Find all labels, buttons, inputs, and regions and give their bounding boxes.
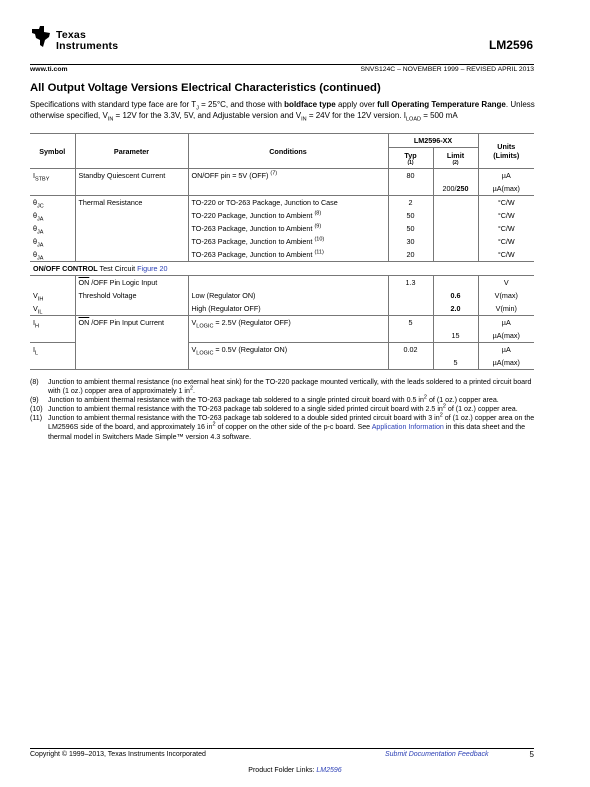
cell-units: µA bbox=[478, 169, 534, 183]
cell-parameter: Standby Quiescent Current bbox=[75, 169, 188, 183]
product-folder-links: Product Folder Links: LM2596 bbox=[248, 767, 342, 774]
section-title: All Output Voltage Versions Electrical Characteristics (continued) bbox=[30, 82, 381, 94]
ti-state-icon bbox=[30, 25, 52, 49]
intro-paragraph: Specifications with standard type face are for $T_J = 25^\circ C$, and those with boldface type apply over full Operating Temperature Range. Unless otherwise specified, $V_{IN} = 12V$ for the 3.3V, 5V, and Adjustable version and $V_{IN} = 24V$ for the 12V version. $I_{LOAD} = 500$ mA bbox=[30, 100, 535, 123]
table-row bbox=[30, 182, 534, 196]
header-rule bbox=[30, 64, 534, 65]
col-conditions: Conditions bbox=[188, 134, 388, 169]
cell-limit bbox=[433, 169, 478, 183]
electrical-characteristics-table bbox=[30, 133, 534, 370]
footnotes bbox=[30, 378, 535, 442]
application-information-link[interactable]: Application Information bbox=[371, 423, 444, 432]
onoff-control-heading: ON/OFF CONTROL Test Circuit Figure 20 bbox=[30, 262, 534, 276]
footnote-8: (8) Junction to ambient thermal resistance (no external heat sink) for the TO-220 package mounted vertically, with the leads soldered to a printed circuit board with (1 oz.) copper area of approximately 1 $in^2$. bbox=[30, 378, 532, 396]
table-row: 5 µA(max) bbox=[30, 356, 534, 370]
col-units: Units (Limits) bbox=[478, 134, 534, 169]
footer-rule bbox=[30, 748, 534, 749]
page-number: 5 bbox=[529, 750, 534, 759]
footnote-9: (9) Junction to ambient thermal resistance with the TO-263 package tab soldered to a single printed circuit board with 0.5 $in^2$ of (1 oz.) copper area. bbox=[30, 394, 499, 405]
table-row: $\theta_{JA}$ TO-263 Package, Junction to Ambient $^{(11)}$ 20 °C/W bbox=[30, 248, 534, 262]
part-number: LM2596 bbox=[488, 38, 533, 52]
table-row: $\overline{ON}$ /OFF Pin Logic Input 1.3 V bbox=[30, 276, 534, 290]
col-group: LM2596-XX bbox=[388, 134, 478, 148]
ti-logo bbox=[30, 25, 140, 53]
table-header-row-1 bbox=[30, 134, 534, 148]
table-row: $\theta_{JC}$ Thermal Resistance TO-220 or TO-263 Package, Junction to Case 2 °C/W bbox=[30, 196, 534, 210]
table-row: $V_{IL}$ High (Regulator OFF) 2.0 V(min) bbox=[30, 302, 534, 316]
table-row: $V_{IH}$ Threshold Voltage Low (Regulator ON) 0.6 V(max) bbox=[30, 289, 534, 302]
col-typ: Typ (1) bbox=[388, 148, 433, 169]
doc-id: SNVS124C – NOVEMBER 1999 – REVISED APRIL 2013 bbox=[360, 66, 534, 73]
section-row-onoff bbox=[30, 262, 534, 276]
col-parameter: Parameter bbox=[75, 134, 188, 169]
submit-feedback-link[interactable]: Submit Documentation Feedback bbox=[385, 751, 489, 758]
logo-line-1: Texas bbox=[56, 29, 86, 41]
cell-typ: 80 bbox=[388, 169, 433, 183]
table-row: 15 µA(max) bbox=[30, 329, 534, 343]
figure-20-link[interactable]: Figure 20 bbox=[137, 264, 168, 273]
cell-units: µA(max) bbox=[478, 182, 534, 196]
copyright: Copyright © 1999–2013, Texas Instruments Incorporated bbox=[30, 751, 206, 758]
site-url[interactable]: www.ti.com bbox=[30, 66, 68, 73]
table-row: $I_H$ $\overline{ON}$ /OFF Pin Input Current $V_{LOGIC} = 2.5V$ (Regulator OFF) 5 µA bbox=[30, 316, 534, 330]
table-row bbox=[30, 169, 534, 183]
footnote-10: (10) Junction to ambient thermal resistance with the TO-263 package tab soldered to a single sided printed circuit board with 2.5 $in^2$ of (1 oz.) copper area. bbox=[30, 403, 518, 414]
table-row: $\theta_{JA}$ TO-263 Package, Junction to Ambient $^{(10)}$ 30 °C/W bbox=[30, 235, 534, 248]
cell-conditions: ON/OFF pin = 5V (OFF) $^{(7)}$ bbox=[188, 169, 388, 183]
cell-limit: 200/250 bbox=[433, 182, 478, 196]
lm2596-link[interactable]: LM2596 bbox=[316, 767, 342, 774]
cell-symbol: $I_{STBY}$ bbox=[30, 169, 75, 183]
logo-line-2: Instruments bbox=[56, 40, 119, 52]
table-row: $\theta_{JA}$ TO-263 Package, Junction to Ambient $^{(9)}$ 50 °C/W bbox=[30, 222, 534, 235]
footnote-11: (11) Junction to ambient thermal resistance with the TO-263 package tab soldered to a double sided printed circuit board with 3 $in^2$ of (1 oz.) copper area on the LM2596S side of the board, and approximately 16 $in^2$ of copper on the other side of the p-c board. See Application Information in this data sheet and the thermal model in Switchers Made Simple™ version 4.3 software. bbox=[30, 413, 535, 441]
table-row: $I_L$ $V_{LOGIC} = 0.5V$ (Regulator ON) 0.02 µA bbox=[30, 343, 534, 357]
col-symbol: Symbol bbox=[30, 134, 75, 169]
table-row: $\theta_{JA}$ TO-220 Package, Junction to Ambient $^{(8)}$ 50 °C/W bbox=[30, 209, 534, 222]
col-limit: Limit (2) bbox=[433, 148, 478, 169]
